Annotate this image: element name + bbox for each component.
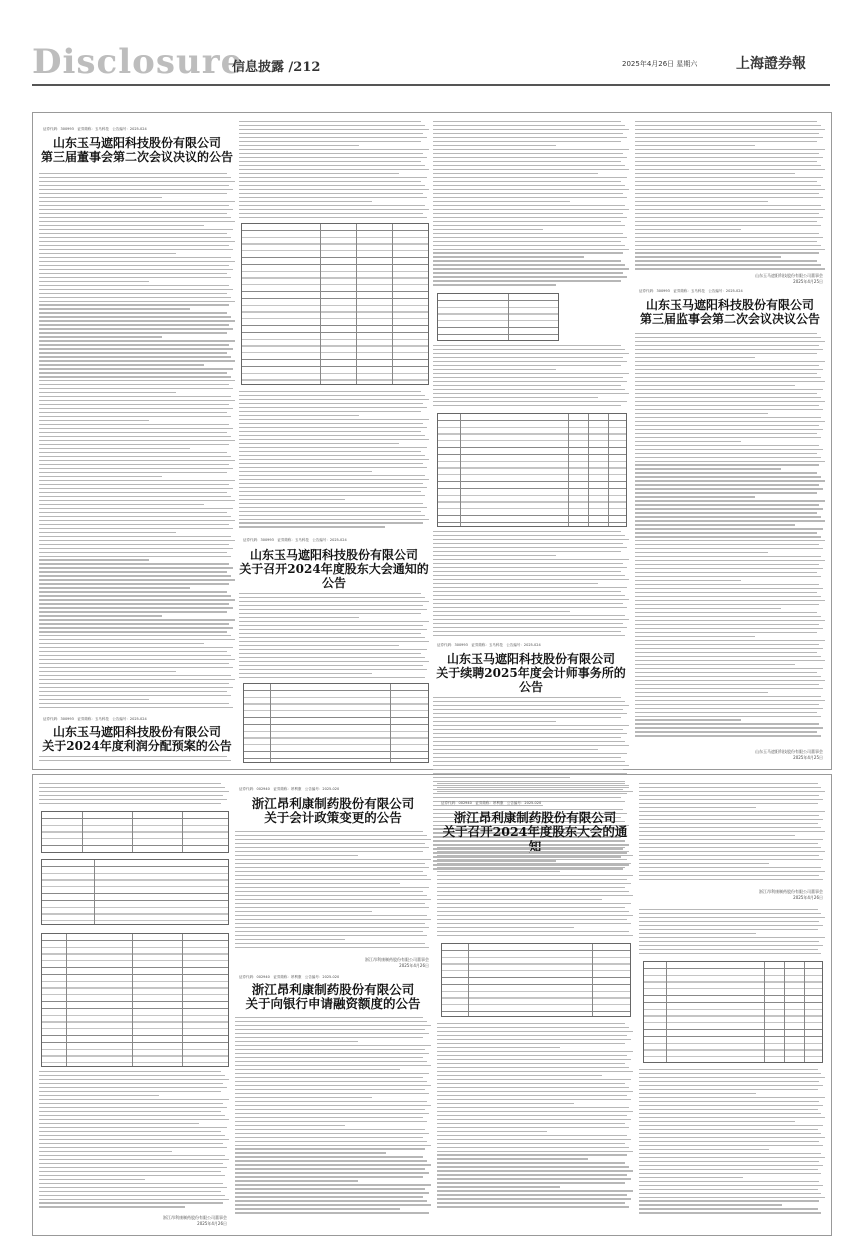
auditor-renewal-title: 山东玉马遮阳科技股份有限公司 关于续聘2025年度会计师事务所的 公告 [436, 652, 626, 694]
body-text [239, 593, 429, 681]
issue-date: 2025年4月26日 星期六 [622, 60, 698, 68]
signature: 山东玉马遮阳科技股份有限公司董事会 2025年4月25日 [755, 749, 823, 760]
proposal-table [441, 943, 631, 1017]
lower-announcements [32, 774, 832, 1236]
masthead-logo: Disclosure [32, 42, 244, 82]
code-line: 证券代码：300993 证券简称：玉马科技 公告编号：2025-024 [639, 289, 743, 293]
registration-form [437, 293, 559, 341]
proxy-vote-table [437, 413, 627, 527]
body-text [437, 847, 633, 939]
body-text [639, 1069, 825, 1216]
body-text [235, 831, 431, 951]
financial-table [241, 223, 429, 385]
accounting-policy-title: 浙江昂利康制药股份有限公司 关于会计政策变更的公告 [251, 796, 415, 826]
shareholder-meeting-notice-title: 浙江昂利康制药股份有限公司 关于召开2024年度股东大会的通 [442, 810, 628, 840]
profit-distribution-title: 山东玉马遮阳科技股份有限公司 关于2024年度利润分配预案的公告 [42, 725, 232, 753]
body-text [433, 345, 629, 409]
signature: 浙江昂利康制药股份有限公司董事会 2025年4月26日 [163, 1215, 227, 1226]
bank-financing-title: 浙江昂利康制药股份有限公司 关于向银行申请融资额度的公告 [245, 982, 421, 1012]
body-text [639, 783, 825, 883]
shareholder-meeting-title: 山东玉马遮阳科技股份有限公司 关于召开2024年度股东大会通知的 公告 [239, 548, 429, 590]
distribution-table [41, 811, 229, 853]
supervisory-board-title: 山东玉马遮阳科技股份有限公司 第三届监事会第二次会议决议公告 [639, 298, 820, 326]
newspaper-name: 上海證券報 [736, 56, 806, 72]
code-line: 证券代码：300993 证券简称：玉马科技 公告编号：2025-024 [437, 643, 541, 647]
body-text [433, 531, 629, 639]
body-text [437, 783, 633, 795]
proxy-vote-table [643, 961, 823, 1063]
body-text [437, 1023, 633, 1210]
code-line: 证券代码：002940 证券简称：昂利康 公告编号：2025-020 [441, 801, 542, 805]
proposal-table [243, 683, 429, 763]
code-line: 证券代码：300993 证券简称：玉马科技 公告编号：2025-024 [43, 127, 147, 131]
body-text [39, 173, 235, 711]
body-text [39, 1071, 229, 1210]
body-text [239, 121, 429, 221]
body-text [235, 1017, 431, 1216]
upper-announcements [32, 112, 832, 770]
body-text [39, 783, 229, 807]
body-text [39, 756, 235, 764]
code-line: 证券代码：300993 证券简称：玉马科技 公告编号：2025-024 [43, 717, 147, 721]
board-resolution-title: 山东玉马遮阳科技股份有限公司 第三届董事会第二次会议决议的公告 [40, 136, 233, 164]
product-table [41, 933, 229, 1067]
body-text [635, 333, 825, 739]
code-line: 证券代码：002940 证券简称：昂利康 公告编号：2025-020 [239, 787, 340, 791]
body-text [433, 121, 629, 288]
code-line: 证券代码：002940 证券简称：昂利康 公告编号：2025-020 [239, 975, 340, 979]
body-text [639, 909, 825, 957]
code-line: 证券代码：300993 证券简称：玉马科技 公告编号：2025-024 [243, 538, 347, 542]
body-text [635, 121, 825, 272]
signature: 浙江昂利康制药股份有限公司董事会 2025年4月26日 [365, 957, 429, 968]
section-title: 信息披露 /212 [232, 60, 321, 75]
company-info-table [41, 859, 229, 925]
body-text [239, 391, 429, 530]
signature: 浙江昂利康制药股份有限公司董事会 2025年4月26日 [759, 889, 823, 900]
signature: 山东玉马遮阳科技股份有限公司董事会 2025年4月25日 [755, 273, 823, 284]
